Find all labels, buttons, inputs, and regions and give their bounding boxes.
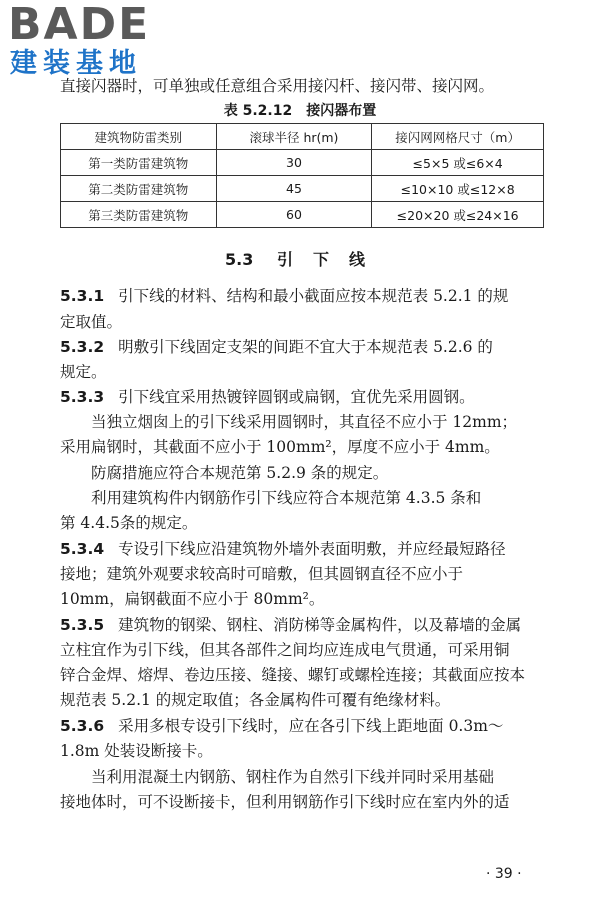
clause-5-3-2 xyxy=(60,336,550,358)
clause-number: 5.3.1 xyxy=(60,287,105,305)
table-cell: 60 xyxy=(216,202,372,228)
clause-text: 引下线宜采用热镀锌圆钢或扁钢，宜优先采用圆钢。 xyxy=(118,388,475,406)
text-line: 采用扁钢时，其截面不应小于 100mm²，厚度不应小于 4mm。 xyxy=(60,438,500,456)
section-heading xyxy=(0,247,600,270)
table-row xyxy=(61,150,544,176)
table-cell: 30 xyxy=(216,150,372,176)
text-line: 利用建筑构件内钢筋作引下线应符合本规范第 4.3.5 条和 xyxy=(91,489,482,507)
clause-5-3-5 xyxy=(60,614,550,636)
table-row xyxy=(61,202,544,228)
clause-number: 5.3.4 xyxy=(60,540,105,558)
text-line: 1.8m 处装设断接卡。 xyxy=(60,742,213,760)
table-cell: ≤5×5 或≤6×4 xyxy=(372,150,544,176)
table-title: 接闪器布置 xyxy=(306,103,377,119)
table-header: 接闪网网格尺寸（m） xyxy=(372,124,544,150)
table-header: 滚球半径 hr(m) xyxy=(216,124,372,150)
table-cell: ≤20×20 或≤24×16 xyxy=(372,202,544,228)
table-cell: 第二类防雷建筑物 xyxy=(61,176,217,202)
clause-text: 建筑物的钢梁、钢柱、消防梯等金属构件，以及幕墙的金属 xyxy=(118,616,522,634)
air-terminal-table xyxy=(60,123,544,228)
text-line: 当利用混凝土内钢筋、钢柱作为自然引下线并同时采用基础 xyxy=(91,768,495,786)
table-header: 建筑物防雷类别 xyxy=(61,124,217,150)
text-line: 规定。 xyxy=(60,363,107,381)
table-header-row xyxy=(61,124,544,150)
section-number: 5.3 xyxy=(225,250,254,269)
clause-text: 专设引下线应沿建筑物外墙外表面明敷，并应经最短路径 xyxy=(118,540,506,558)
page-number: · 39 · xyxy=(486,866,522,882)
text-line: 立柱宜作为引下线，但其各部件之间均应连成电气贯通，可采用铜 xyxy=(60,641,510,659)
table-cell: 45 xyxy=(216,176,372,202)
text-line: 规范表 5.2.1 的规定取值；各金属构件可覆有绝缘材料。 xyxy=(60,691,451,709)
table-cell: ≤10×10 或≤12×8 xyxy=(372,176,544,202)
text-line: 锌合金焊、熔焊、卷边压接、缝接、螺钉或螺栓连接；其截面应按本 xyxy=(60,666,526,684)
text-line: 第 4.4.5条的规定。 xyxy=(60,514,198,532)
text-line: 接地；建筑外观要求较高时可暗敷，但其圆钢直径不应小于 xyxy=(60,565,464,583)
table-cell: 第三类防雷建筑物 xyxy=(61,202,217,228)
clause-number: 5.3.2 xyxy=(60,338,105,356)
text-line: 接地体时，可不设断接卡，但利用钢筋作引下线时应在室内外的适 xyxy=(60,793,510,811)
clause-number: 5.3.3 xyxy=(60,388,105,406)
text-line: 定取值。 xyxy=(60,313,123,331)
table-row xyxy=(61,176,544,202)
table-caption xyxy=(0,100,600,120)
clause-5-3-1 xyxy=(60,285,550,307)
clause-text: 引下线的材料、结构和最小截面应按本规范表 5.2.1 的规 xyxy=(118,287,509,305)
clause-text: 采用多根专设引下线时，应在各引下线上距地面 0.3m～ xyxy=(118,717,504,735)
clause-text: 明敷引下线固定支架的间距不宜大于本规范表 5.2.6 的 xyxy=(118,338,493,356)
section-title-char: 下 xyxy=(312,250,329,269)
clause-number: 5.3.6 xyxy=(60,717,105,735)
logo-brand: BADE xyxy=(8,0,151,50)
logo-subtitle: 建装基地 xyxy=(10,48,142,79)
clause-5-3-6 xyxy=(60,715,550,737)
clause-5-3-4 xyxy=(60,538,550,560)
text-line: 10mm，扁钢截面不应小于 80mm²。 xyxy=(60,590,325,608)
table-cell: 第一类防雷建筑物 xyxy=(61,150,217,176)
text-line: 当独立烟囱上的引下线采用圆钢时，其直径不应小于 12mm； xyxy=(91,413,518,431)
clause-number: 5.3.5 xyxy=(60,616,105,634)
section-title-char: 引 xyxy=(276,250,293,269)
section-title-char: 线 xyxy=(348,250,365,269)
intro-line: 直接闪器时，可单独或任意组合采用接闪杆、接闪带、接闪网。 xyxy=(60,77,495,95)
text-line: 防腐措施应符合本规范第 5.2.9 条的规定。 xyxy=(91,464,389,482)
publisher-logo xyxy=(8,2,178,86)
table-number: 表 5.2.12 xyxy=(223,103,293,119)
clause-5-3-3 xyxy=(60,386,550,408)
